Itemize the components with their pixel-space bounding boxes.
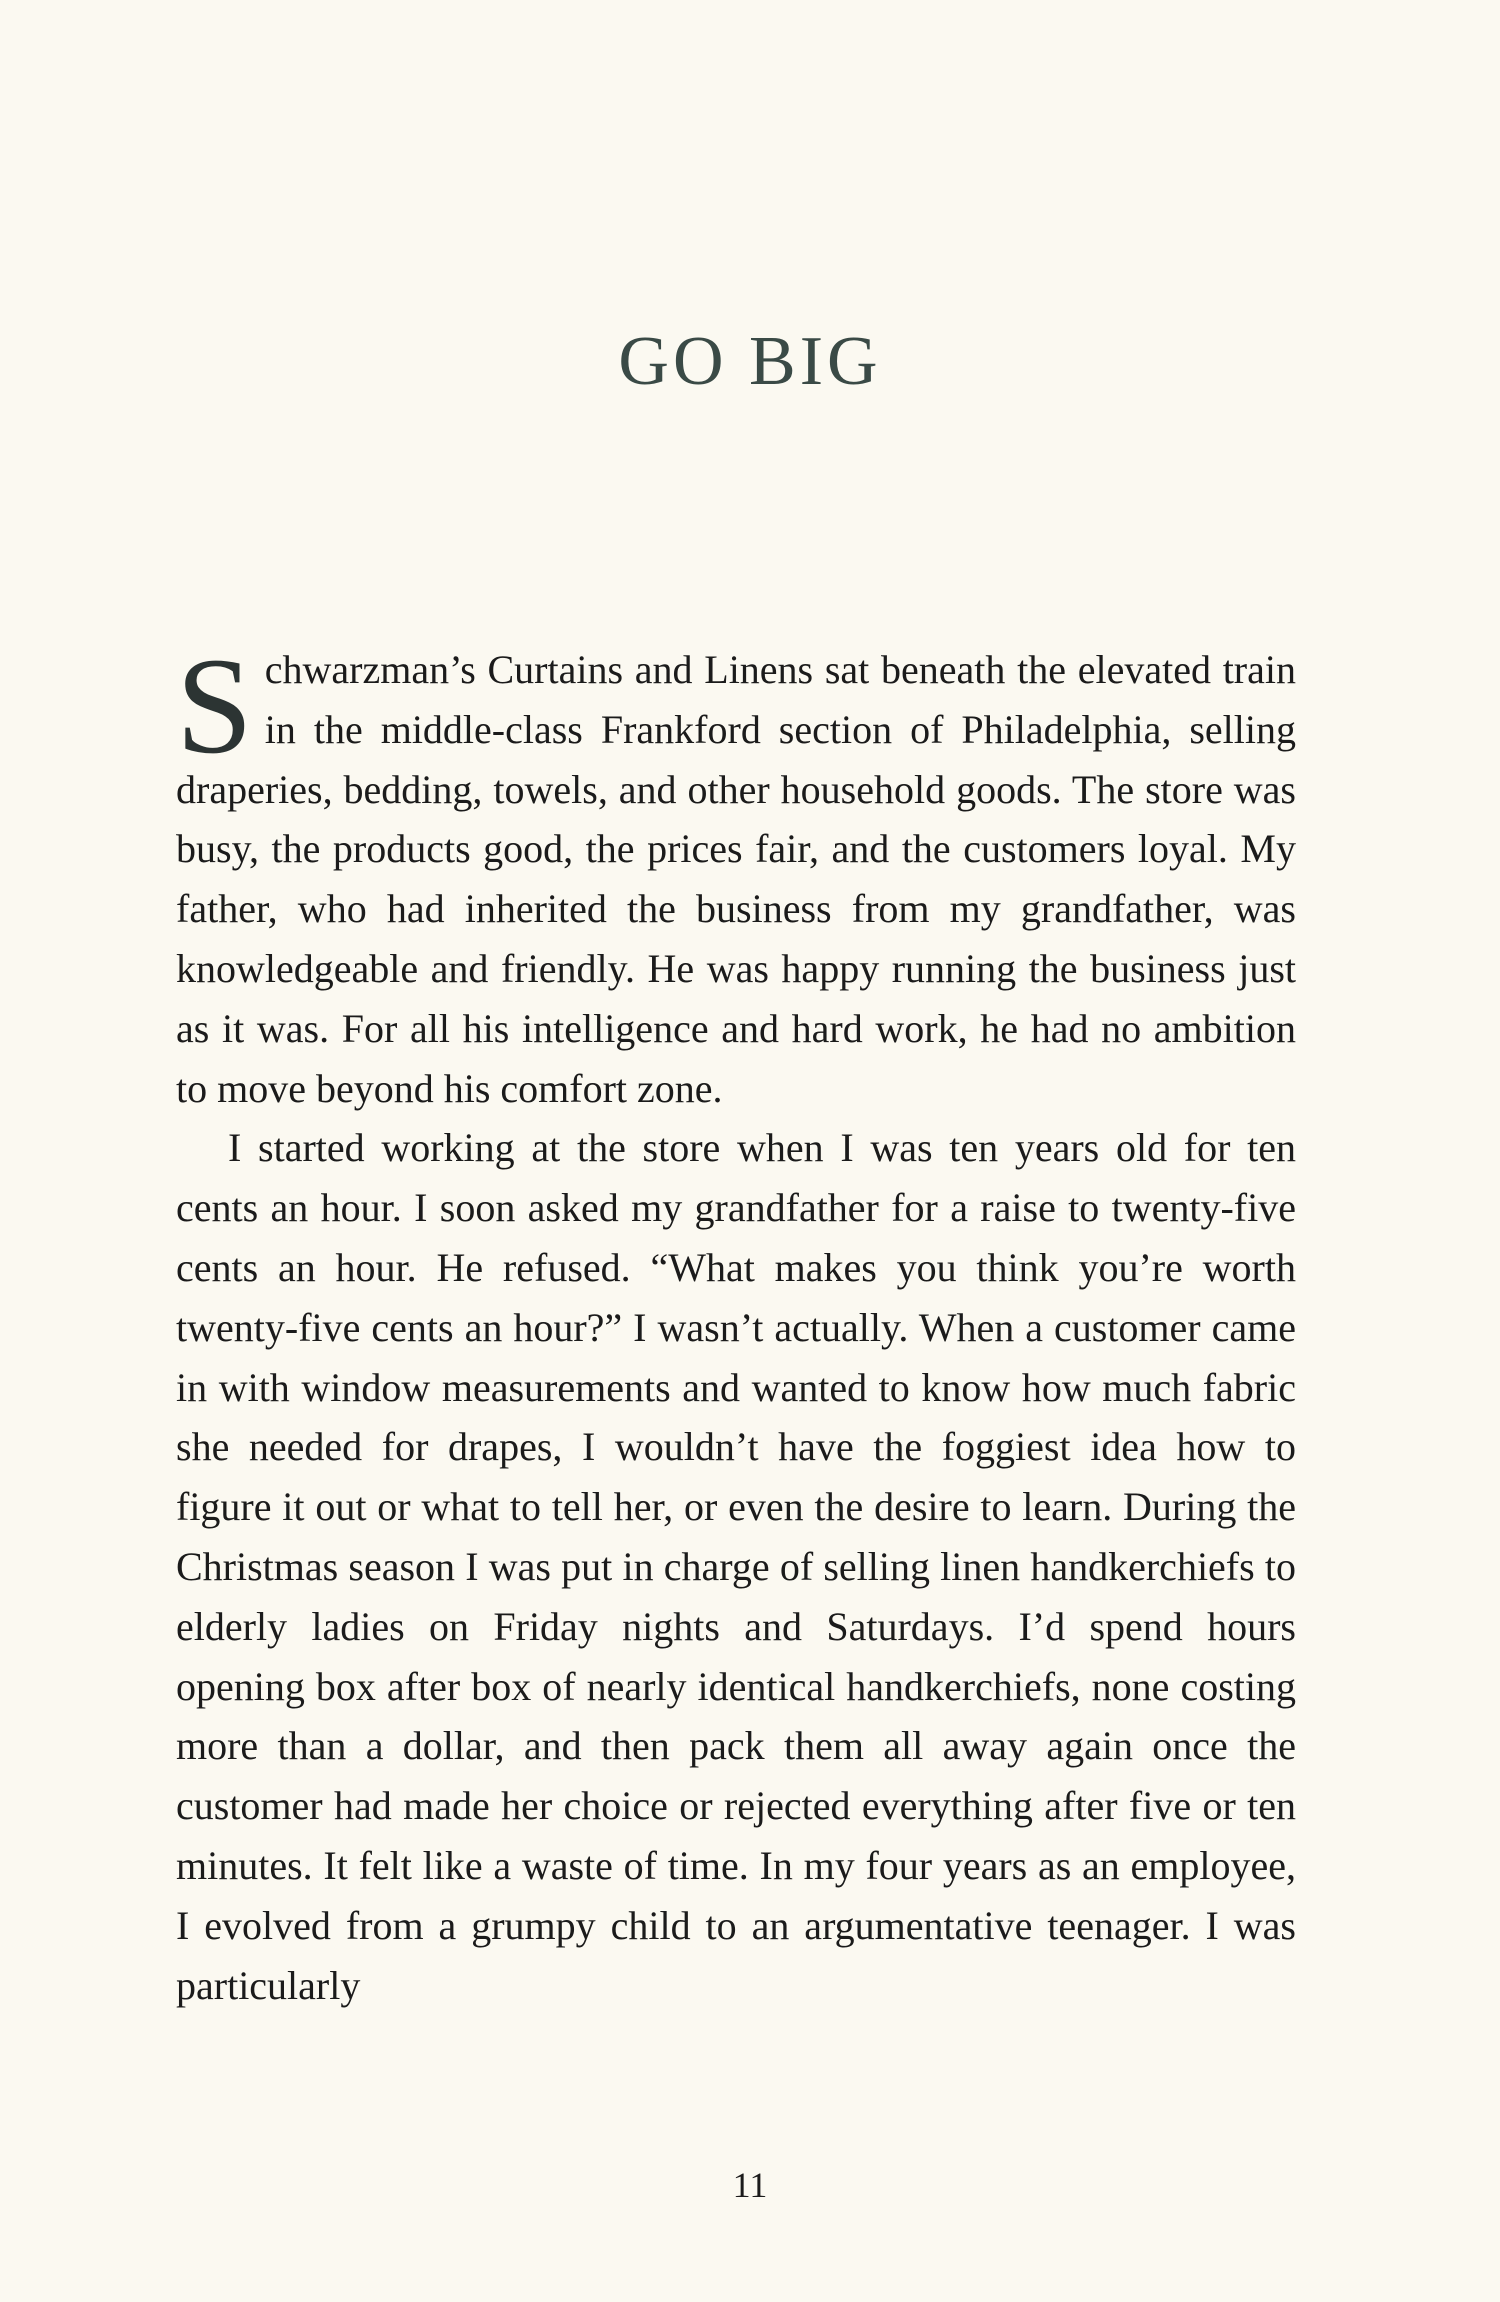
paragraph-1 — [176, 629, 1296, 1118]
drop-cap: S — [176, 629, 253, 782]
chapter-title: GO BIG — [618, 323, 882, 400]
paragraph-1-text: chwarzman’s Curtains and Linens sat beneath the elevated train in the middle-class Frankford section of Philadelphia, selling draperies, bedding, towels, and other household goods. The store was busy, the products good, the prices fair, and the customers loyal. My father, who had inherited the business from my grandfather, was knowledgeable and friendly. He was happy running the business just as it was. For all his intelligence and hard work, he had no ambition to move beyond his comfort zone. — [176, 647, 1296, 1111]
page-number: 11 — [732, 2165, 768, 2205]
paragraph-2: I started working at the store when I was ten years old for ten cents an hour. I soon asked my grandfather for a raise to twenty-five cents an hour. He refused. “What makes you think you’re worth twenty-five cents an hour?” I wasn’t actually. When a customer came in with window measurements and wanted to know how much fabric she needed for drapes, I wouldn’t have the foggiest idea how to figure it out or what to tell her, or even the desire to learn. During the Christmas season I was put in charge of selling linen handkerchiefs to elderly ladies on Friday nights and Saturdays. I’d spend hours opening box after box of nearly identical handkerchiefs, none costing more than a dollar, and then pack them all away again once the customer had made her choice or rejected everything after five or ten minutes. It felt like a waste of time. In my four years as an employee, I evolved from a grumpy child to an argumentative teenager. I was particularly — [176, 1125, 1296, 2008]
body-text — [176, 629, 1296, 2015]
